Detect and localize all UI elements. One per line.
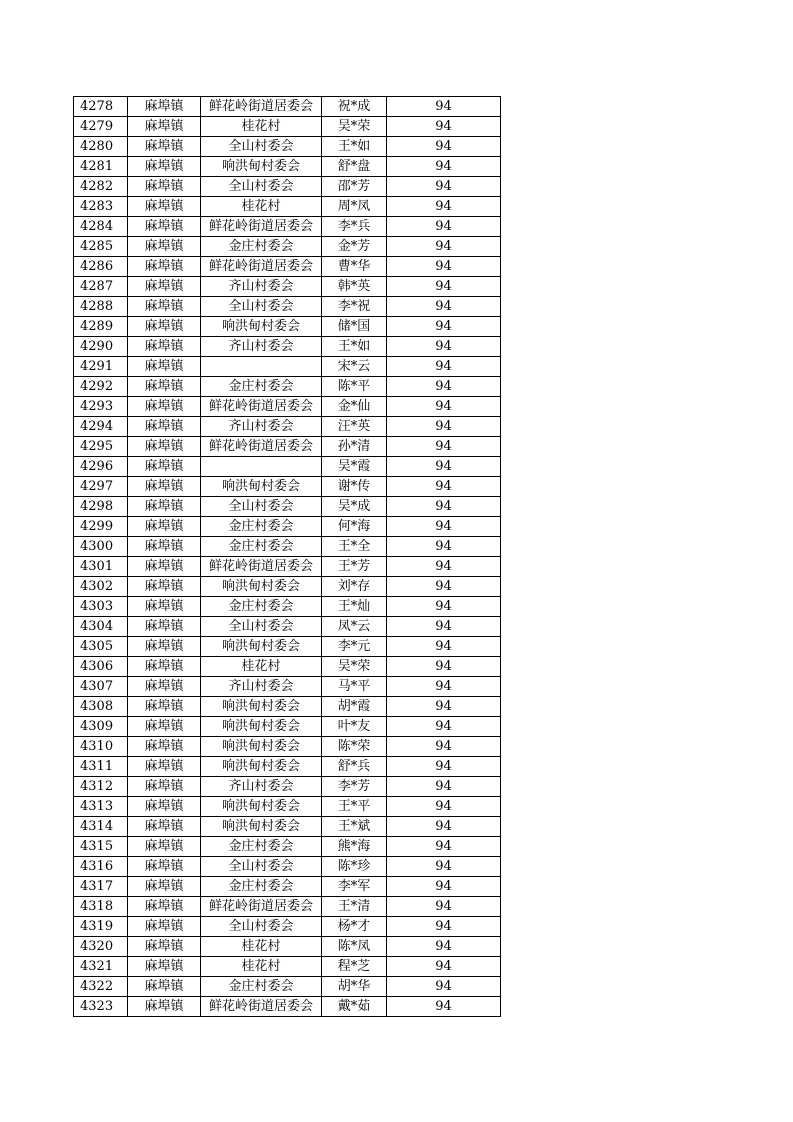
- table-row: [74, 257, 501, 277]
- score-cell: 94: [387, 637, 501, 657]
- row-id-cell: 4292: [74, 377, 128, 397]
- score-cell: 94: [387, 277, 501, 297]
- score-cell: 94: [387, 857, 501, 877]
- town-cell: 麻埠镇: [128, 757, 201, 777]
- name-cell: 韩*英: [322, 277, 387, 297]
- row-id-cell: 4309: [74, 717, 128, 737]
- table-row: [74, 177, 501, 197]
- row-id-cell: 4317: [74, 877, 128, 897]
- row-id-cell: 4282: [74, 177, 128, 197]
- village-cell: 响洪甸村委会: [201, 317, 322, 337]
- name-cell: 王*芳: [322, 557, 387, 577]
- village-cell: 响洪甸村委会: [201, 797, 322, 817]
- table-row: [74, 357, 501, 377]
- score-cell: 94: [387, 957, 501, 977]
- score-cell: 94: [387, 977, 501, 997]
- table-body: [74, 97, 501, 1017]
- table-row: [74, 897, 501, 917]
- row-id-cell: 4297: [74, 477, 128, 497]
- town-cell: 麻埠镇: [128, 677, 201, 697]
- row-id-cell: 4299: [74, 517, 128, 537]
- table-row: [74, 397, 501, 417]
- village-cell: 响洪甸村委会: [201, 157, 322, 177]
- name-cell: 叶*友: [322, 717, 387, 737]
- town-cell: 麻埠镇: [128, 957, 201, 977]
- town-cell: 麻埠镇: [128, 137, 201, 157]
- name-cell: 吴*霞: [322, 457, 387, 477]
- row-id-cell: 4304: [74, 617, 128, 637]
- village-cell: 齐山村委会: [201, 337, 322, 357]
- village-cell: 桂花村: [201, 657, 322, 677]
- town-cell: 麻埠镇: [128, 437, 201, 457]
- town-cell: 麻埠镇: [128, 577, 201, 597]
- table-row: [74, 717, 501, 737]
- village-cell: 金庄村委会: [201, 237, 322, 257]
- village-cell: 鲜花岭街道居委会: [201, 257, 322, 277]
- name-cell: 陈*荣: [322, 737, 387, 757]
- table-row: [74, 797, 501, 817]
- table-row: [74, 777, 501, 797]
- row-id-cell: 4303: [74, 597, 128, 617]
- score-cell: 94: [387, 437, 501, 457]
- village-cell: 金庄村委会: [201, 977, 322, 997]
- score-cell: 94: [387, 537, 501, 557]
- table-row: [74, 757, 501, 777]
- score-cell: 94: [387, 337, 501, 357]
- town-cell: 麻埠镇: [128, 397, 201, 417]
- town-cell: 麻埠镇: [128, 457, 201, 477]
- name-cell: 刘*存: [322, 577, 387, 597]
- row-id-cell: 4316: [74, 857, 128, 877]
- village-cell: 金庄村委会: [201, 517, 322, 537]
- row-id-cell: 4278: [74, 97, 128, 117]
- table-row: [74, 557, 501, 577]
- town-cell: 麻埠镇: [128, 657, 201, 677]
- town-cell: 麻埠镇: [128, 617, 201, 637]
- name-cell: 谢*传: [322, 477, 387, 497]
- score-cell: 94: [387, 177, 501, 197]
- town-cell: 麻埠镇: [128, 637, 201, 657]
- town-cell: 麻埠镇: [128, 357, 201, 377]
- table-row: [74, 617, 501, 637]
- name-cell: 王*全: [322, 537, 387, 557]
- row-id-cell: 4308: [74, 697, 128, 717]
- table-row: [74, 97, 501, 117]
- row-id-cell: 4310: [74, 737, 128, 757]
- village-cell: 鲜花岭街道居委会: [201, 97, 322, 117]
- town-cell: 麻埠镇: [128, 257, 201, 277]
- name-cell: 程*芝: [322, 957, 387, 977]
- town-cell: 麻埠镇: [128, 157, 201, 177]
- table-row: [74, 657, 501, 677]
- score-cell: 94: [387, 377, 501, 397]
- town-cell: 麻埠镇: [128, 497, 201, 517]
- score-cell: 94: [387, 817, 501, 837]
- table-row: [74, 697, 501, 717]
- name-cell: 陈*凤: [322, 937, 387, 957]
- town-cell: 麻埠镇: [128, 417, 201, 437]
- village-cell: 响洪甸村委会: [201, 477, 322, 497]
- town-cell: 麻埠镇: [128, 557, 201, 577]
- row-id-cell: 4300: [74, 537, 128, 557]
- village-cell: 桂花村: [201, 197, 322, 217]
- name-cell: 马*平: [322, 677, 387, 697]
- name-cell: 曹*华: [322, 257, 387, 277]
- village-cell: 鲜花岭街道居委会: [201, 997, 322, 1017]
- table-row: [74, 577, 501, 597]
- row-id-cell: 4323: [74, 997, 128, 1017]
- village-cell: [201, 457, 322, 477]
- name-cell: 李*芳: [322, 777, 387, 797]
- table-row: [74, 117, 501, 137]
- village-cell: 响洪甸村委会: [201, 757, 322, 777]
- score-cell: 94: [387, 257, 501, 277]
- row-id-cell: 4307: [74, 677, 128, 697]
- town-cell: 麻埠镇: [128, 797, 201, 817]
- row-id-cell: 4314: [74, 817, 128, 837]
- row-id-cell: 4279: [74, 117, 128, 137]
- town-cell: 麻埠镇: [128, 897, 201, 917]
- name-cell: 吴*成: [322, 497, 387, 517]
- town-cell: 麻埠镇: [128, 537, 201, 557]
- score-cell: 94: [387, 217, 501, 237]
- town-cell: 麻埠镇: [128, 937, 201, 957]
- village-cell: 齐山村委会: [201, 677, 322, 697]
- row-id-cell: 4306: [74, 657, 128, 677]
- town-cell: 麻埠镇: [128, 977, 201, 997]
- name-cell: 宋*云: [322, 357, 387, 377]
- village-cell: 响洪甸村委会: [201, 637, 322, 657]
- town-cell: 麻埠镇: [128, 837, 201, 857]
- village-cell: 桂花村: [201, 937, 322, 957]
- village-cell: 全山村委会: [201, 297, 322, 317]
- row-id-cell: 4312: [74, 777, 128, 797]
- score-cell: 94: [387, 897, 501, 917]
- name-cell: 孙*清: [322, 437, 387, 457]
- name-cell: 舒*兵: [322, 757, 387, 777]
- name-cell: 储*国: [322, 317, 387, 337]
- row-id-cell: 4293: [74, 397, 128, 417]
- score-cell: 94: [387, 557, 501, 577]
- row-id-cell: 4305: [74, 637, 128, 657]
- table-row: [74, 677, 501, 697]
- name-cell: 李*祝: [322, 297, 387, 317]
- name-cell: 陈*平: [322, 377, 387, 397]
- village-cell: 响洪甸村委会: [201, 577, 322, 597]
- row-id-cell: 4319: [74, 917, 128, 937]
- name-cell: 金*芳: [322, 237, 387, 257]
- town-cell: 麻埠镇: [128, 297, 201, 317]
- data-table: [73, 96, 501, 1017]
- village-cell: 全山村委会: [201, 497, 322, 517]
- score-cell: 94: [387, 577, 501, 597]
- village-cell: 金庄村委会: [201, 537, 322, 557]
- town-cell: 麻埠镇: [128, 317, 201, 337]
- village-cell: 金庄村委会: [201, 597, 322, 617]
- name-cell: 陈*珍: [322, 857, 387, 877]
- village-cell: 鲜花岭街道居委会: [201, 557, 322, 577]
- village-cell: 鲜花岭街道居委会: [201, 397, 322, 417]
- town-cell: 麻埠镇: [128, 517, 201, 537]
- score-cell: 94: [387, 797, 501, 817]
- town-cell: 麻埠镇: [128, 817, 201, 837]
- score-cell: 94: [387, 917, 501, 937]
- village-cell: 响洪甸村委会: [201, 817, 322, 837]
- row-id-cell: 4288: [74, 297, 128, 317]
- village-cell: 齐山村委会: [201, 417, 322, 437]
- name-cell: 李*元: [322, 637, 387, 657]
- name-cell: 吴*荣: [322, 657, 387, 677]
- village-cell: 全山村委会: [201, 617, 322, 637]
- village-cell: 金庄村委会: [201, 837, 322, 857]
- table-row: [74, 857, 501, 877]
- town-cell: 麻埠镇: [128, 197, 201, 217]
- village-cell: 响洪甸村委会: [201, 697, 322, 717]
- score-cell: 94: [387, 297, 501, 317]
- village-cell: [201, 357, 322, 377]
- row-id-cell: 4313: [74, 797, 128, 817]
- name-cell: 何*海: [322, 517, 387, 537]
- row-id-cell: 4302: [74, 577, 128, 597]
- table-row: [74, 517, 501, 537]
- score-cell: 94: [387, 937, 501, 957]
- village-cell: 桂花村: [201, 117, 322, 137]
- village-cell: 鲜花岭街道居委会: [201, 217, 322, 237]
- score-cell: 94: [387, 997, 501, 1017]
- village-cell: 桂花村: [201, 957, 322, 977]
- name-cell: 王*如: [322, 337, 387, 357]
- table-row: [74, 277, 501, 297]
- row-id-cell: 4298: [74, 497, 128, 517]
- table-row: [74, 877, 501, 897]
- score-cell: 94: [387, 317, 501, 337]
- table-row: [74, 217, 501, 237]
- table-row: [74, 497, 501, 517]
- row-id-cell: 4294: [74, 417, 128, 437]
- row-id-cell: 4285: [74, 237, 128, 257]
- town-cell: 麻埠镇: [128, 737, 201, 757]
- village-cell: 全山村委会: [201, 177, 322, 197]
- name-cell: 舒*盘: [322, 157, 387, 177]
- village-cell: 全山村委会: [201, 917, 322, 937]
- table-row: [74, 137, 501, 157]
- score-cell: 94: [387, 117, 501, 137]
- row-id-cell: 4284: [74, 217, 128, 237]
- town-cell: 麻埠镇: [128, 597, 201, 617]
- table-row: [74, 737, 501, 757]
- name-cell: 胡*华: [322, 977, 387, 997]
- name-cell: 祝*成: [322, 97, 387, 117]
- name-cell: 周*凤: [322, 197, 387, 217]
- table-row: [74, 957, 501, 977]
- name-cell: 金*仙: [322, 397, 387, 417]
- name-cell: 凤*云: [322, 617, 387, 637]
- town-cell: 麻埠镇: [128, 117, 201, 137]
- name-cell: 吴*荣: [322, 117, 387, 137]
- town-cell: 麻埠镇: [128, 477, 201, 497]
- table-row: [74, 157, 501, 177]
- row-id-cell: 4301: [74, 557, 128, 577]
- town-cell: 麻埠镇: [128, 997, 201, 1017]
- score-cell: 94: [387, 237, 501, 257]
- row-id-cell: 4290: [74, 337, 128, 357]
- score-cell: 94: [387, 97, 501, 117]
- village-cell: 齐山村委会: [201, 777, 322, 797]
- score-cell: 94: [387, 197, 501, 217]
- score-cell: 94: [387, 477, 501, 497]
- row-id-cell: 4281: [74, 157, 128, 177]
- name-cell: 王*斌: [322, 817, 387, 837]
- row-id-cell: 4322: [74, 977, 128, 997]
- table-row: [74, 437, 501, 457]
- row-id-cell: 4295: [74, 437, 128, 457]
- name-cell: 王*如: [322, 137, 387, 157]
- town-cell: 麻埠镇: [128, 857, 201, 877]
- village-cell: 全山村委会: [201, 857, 322, 877]
- town-cell: 麻埠镇: [128, 917, 201, 937]
- town-cell: 麻埠镇: [128, 277, 201, 297]
- table-row: [74, 537, 501, 557]
- row-id-cell: 4311: [74, 757, 128, 777]
- village-cell: 齐山村委会: [201, 277, 322, 297]
- town-cell: 麻埠镇: [128, 337, 201, 357]
- table-row: [74, 917, 501, 937]
- row-id-cell: 4280: [74, 137, 128, 157]
- score-cell: 94: [387, 757, 501, 777]
- table-row: [74, 477, 501, 497]
- table-row: [74, 337, 501, 357]
- table-row: [74, 197, 501, 217]
- score-cell: 94: [387, 657, 501, 677]
- score-cell: 94: [387, 777, 501, 797]
- row-id-cell: 4287: [74, 277, 128, 297]
- score-cell: 94: [387, 137, 501, 157]
- name-cell: 胡*霞: [322, 697, 387, 717]
- town-cell: 麻埠镇: [128, 237, 201, 257]
- village-cell: 鲜花岭街道居委会: [201, 437, 322, 457]
- table-row: [74, 637, 501, 657]
- score-cell: 94: [387, 837, 501, 857]
- row-id-cell: 4291: [74, 357, 128, 377]
- town-cell: 麻埠镇: [128, 97, 201, 117]
- village-cell: 鲜花岭街道居委会: [201, 897, 322, 917]
- row-id-cell: 4286: [74, 257, 128, 277]
- table-row: [74, 377, 501, 397]
- town-cell: 麻埠镇: [128, 777, 201, 797]
- score-cell: 94: [387, 617, 501, 637]
- name-cell: 杨*才: [322, 917, 387, 937]
- score-cell: 94: [387, 597, 501, 617]
- score-cell: 94: [387, 717, 501, 737]
- score-cell: 94: [387, 397, 501, 417]
- row-id-cell: 4296: [74, 457, 128, 477]
- table-row: [74, 297, 501, 317]
- name-cell: 戴*茹: [322, 997, 387, 1017]
- row-id-cell: 4318: [74, 897, 128, 917]
- name-cell: 王*清: [322, 897, 387, 917]
- table-row: [74, 837, 501, 857]
- name-cell: 李*兵: [322, 217, 387, 237]
- table-row: [74, 817, 501, 837]
- row-id-cell: 4289: [74, 317, 128, 337]
- table-row: [74, 417, 501, 437]
- table-row: [74, 937, 501, 957]
- score-cell: 94: [387, 677, 501, 697]
- score-cell: 94: [387, 497, 501, 517]
- town-cell: 麻埠镇: [128, 217, 201, 237]
- score-cell: 94: [387, 457, 501, 477]
- village-cell: 金庄村委会: [201, 877, 322, 897]
- row-id-cell: 4321: [74, 957, 128, 977]
- name-cell: 王*平: [322, 797, 387, 817]
- name-cell: 王*灿: [322, 597, 387, 617]
- score-cell: 94: [387, 877, 501, 897]
- score-cell: 94: [387, 157, 501, 177]
- name-cell: 李*军: [322, 877, 387, 897]
- table-row: [74, 997, 501, 1017]
- table-row: [74, 457, 501, 477]
- table-row: [74, 317, 501, 337]
- table-row: [74, 977, 501, 997]
- village-cell: 金庄村委会: [201, 377, 322, 397]
- row-id-cell: 4315: [74, 837, 128, 857]
- row-id-cell: 4283: [74, 197, 128, 217]
- name-cell: 邵*芳: [322, 177, 387, 197]
- score-cell: 94: [387, 357, 501, 377]
- row-id-cell: 4320: [74, 937, 128, 957]
- score-cell: 94: [387, 417, 501, 437]
- town-cell: 麻埠镇: [128, 377, 201, 397]
- score-cell: 94: [387, 737, 501, 757]
- town-cell: 麻埠镇: [128, 177, 201, 197]
- name-cell: 熊*海: [322, 837, 387, 857]
- table-row: [74, 597, 501, 617]
- town-cell: 麻埠镇: [128, 717, 201, 737]
- name-cell: 汪*英: [322, 417, 387, 437]
- village-cell: 响洪甸村委会: [201, 717, 322, 737]
- village-cell: 全山村委会: [201, 137, 322, 157]
- town-cell: 麻埠镇: [128, 697, 201, 717]
- table-row: [74, 237, 501, 257]
- town-cell: 麻埠镇: [128, 877, 201, 897]
- score-cell: 94: [387, 517, 501, 537]
- village-cell: 响洪甸村委会: [201, 737, 322, 757]
- score-cell: 94: [387, 697, 501, 717]
